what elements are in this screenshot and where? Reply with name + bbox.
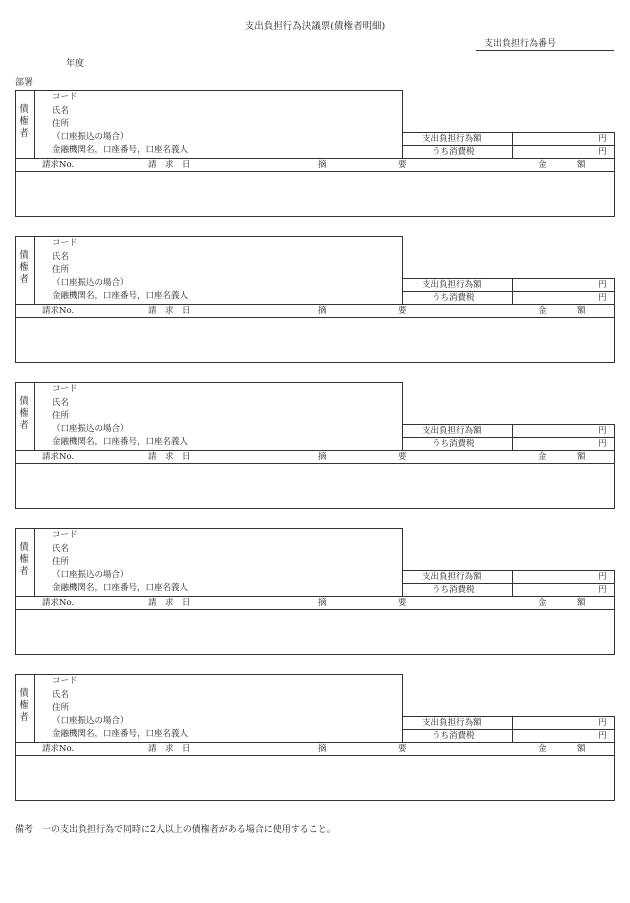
rule-line — [15, 90, 403, 91]
consumption-tax-label: うち消費税 — [432, 147, 475, 157]
rule-line — [402, 291, 615, 292]
address-label: 住所 — [52, 557, 70, 567]
rule-line — [512, 424, 513, 451]
rule-line — [15, 362, 615, 363]
request-no-header: 請求No. — [42, 744, 75, 754]
remarks-note: 備考 一の支出負担行為で同時に2人以上の債権者がある場合に使用すること。 — [15, 825, 336, 835]
transfer-case-label: （口座振込の場合） — [52, 424, 129, 434]
summary-header: 要 — [398, 744, 407, 754]
rule-line — [15, 528, 16, 655]
request-date-header: 請 求 日 — [148, 306, 191, 316]
request-date-header: 請 求 日 — [148, 160, 191, 170]
transfer-case-label: （口座振込の場合） — [52, 132, 129, 142]
amount-header: 金 — [538, 744, 547, 754]
transfer-case-label: （口座振込の場合） — [52, 716, 129, 726]
rule-line — [34, 528, 35, 597]
creditor-vertical-label — [17, 688, 31, 724]
rule-line — [402, 716, 615, 717]
rule-line — [15, 450, 615, 451]
amount-header: 額 — [577, 452, 586, 462]
creditor-char: 者 — [19, 420, 29, 431]
rule-line — [15, 382, 16, 509]
summary-header: 摘 — [318, 598, 327, 608]
amount-header: 額 — [577, 306, 586, 316]
yen-unit: 円 — [598, 293, 607, 303]
address-label: 住所 — [52, 411, 70, 421]
amount-header: 金 — [538, 452, 547, 462]
yen-unit: 円 — [598, 134, 607, 144]
creditor-block — [15, 528, 615, 655]
yen-unit: 円 — [598, 426, 607, 436]
transfer-case-label: （口座振込の場合） — [52, 570, 129, 580]
yen-unit: 円 — [598, 731, 607, 741]
name-label: 氏名 — [52, 106, 70, 116]
amount-header: 金 — [538, 306, 547, 316]
bank-info-label: 金融機関名，口座番号，口座名義人 — [52, 437, 189, 447]
yen-unit: 円 — [598, 572, 607, 582]
creditor-block — [15, 674, 615, 801]
summary-header: 要 — [398, 452, 407, 462]
request-no-header: 請求No. — [42, 306, 75, 316]
name-label: 氏名 — [52, 398, 70, 408]
rule-line — [15, 755, 615, 756]
creditor-char: 権 — [19, 116, 29, 127]
rule-line — [15, 236, 403, 237]
summary-header: 要 — [398, 160, 407, 170]
yen-unit: 円 — [598, 439, 607, 449]
rule-line — [34, 236, 35, 305]
rule-line — [402, 424, 403, 451]
rule-line — [402, 278, 615, 279]
rule-line — [34, 382, 35, 451]
creditor-char: 債 — [19, 396, 29, 407]
rule-line — [402, 729, 615, 730]
rule-line — [15, 90, 16, 217]
creditor-block — [15, 382, 615, 509]
rule-line — [402, 132, 403, 159]
rule-line — [512, 278, 513, 305]
creditor-vertical-label — [17, 396, 31, 432]
code-label: コード — [52, 676, 78, 686]
commitment-amount-label: 支出負担行為額 — [422, 572, 482, 582]
rule-line — [15, 609, 615, 610]
address-label: 住所 — [52, 265, 70, 275]
creditor-block — [15, 90, 615, 217]
summary-header: 摘 — [318, 306, 327, 316]
rule-line — [402, 278, 403, 305]
name-label: 氏名 — [52, 252, 70, 262]
creditor-char: 権 — [19, 554, 29, 565]
department-label: 部署 — [15, 78, 34, 88]
request-date-header: 請 求 日 — [148, 598, 191, 608]
doc-number-field[interactable]: 支出負担行為番号 — [476, 39, 614, 51]
creditor-char: 権 — [19, 408, 29, 419]
rule-line — [614, 424, 615, 509]
request-no-header: 請求No. — [42, 160, 75, 170]
rule-line — [614, 132, 615, 217]
consumption-tax-label: うち消費税 — [432, 293, 475, 303]
code-label: コード — [52, 92, 78, 102]
rule-line — [402, 583, 615, 584]
rule-line — [402, 528, 403, 570]
code-label: コード — [52, 530, 78, 540]
rule-line — [15, 654, 615, 655]
rule-line — [15, 158, 615, 159]
summary-header: 摘 — [318, 744, 327, 754]
rule-line — [402, 236, 403, 278]
rule-line — [15, 304, 615, 305]
creditor-char: 債 — [19, 542, 29, 553]
rule-line — [15, 674, 16, 801]
address-label: 住所 — [52, 703, 70, 713]
name-label: 氏名 — [52, 690, 70, 700]
yen-unit: 円 — [598, 718, 607, 728]
yen-unit: 円 — [598, 147, 607, 157]
rule-line — [15, 742, 615, 743]
rule-line — [402, 382, 403, 424]
amount-header: 金 — [538, 598, 547, 608]
summary-header: 摘 — [318, 452, 327, 462]
consumption-tax-label: うち消費税 — [432, 585, 475, 595]
creditor-char: 権 — [19, 262, 29, 273]
rule-line — [512, 132, 513, 159]
rule-line — [402, 570, 615, 571]
name-label: 氏名 — [52, 544, 70, 554]
summary-header: 要 — [398, 598, 407, 608]
rule-line — [34, 90, 35, 159]
rule-line — [402, 132, 615, 133]
rule-line — [15, 236, 16, 363]
creditor-vertical-label — [17, 104, 31, 140]
creditor-block — [15, 236, 615, 363]
rule-line — [614, 716, 615, 801]
creditor-char: 者 — [19, 128, 29, 139]
yen-unit: 円 — [598, 280, 607, 290]
rule-line — [15, 674, 403, 675]
amount-header: 金 — [538, 160, 547, 170]
rule-line — [402, 145, 615, 146]
rule-line — [512, 570, 513, 597]
bank-info-label: 金融機関名，口座番号，口座名義人 — [52, 145, 189, 155]
request-no-header: 請求No. — [42, 452, 75, 462]
creditor-char: 者 — [19, 274, 29, 285]
creditor-vertical-label — [17, 250, 31, 286]
commitment-amount-label: 支出負担行為額 — [422, 718, 482, 728]
commitment-amount-label: 支出負担行為額 — [422, 426, 482, 436]
commitment-amount-label: 支出負担行為額 — [422, 134, 482, 144]
transfer-case-label: （口座振込の場合） — [52, 278, 129, 288]
rule-line — [15, 171, 615, 172]
rule-line — [402, 716, 403, 743]
code-label: コード — [52, 384, 78, 394]
rule-line — [15, 508, 615, 509]
creditor-char: 者 — [19, 712, 29, 723]
creditor-char: 権 — [19, 700, 29, 711]
rule-line — [15, 463, 615, 464]
amount-header: 額 — [577, 160, 586, 170]
fiscal-year-label: 年度 — [66, 59, 85, 69]
rule-line — [614, 278, 615, 363]
page-title: 支出負担行為決議票(債権者明細) — [244, 21, 386, 32]
rule-line — [15, 216, 615, 217]
consumption-tax-label: うち消費税 — [432, 439, 475, 449]
rule-line — [15, 528, 403, 529]
creditor-char: 債 — [19, 104, 29, 115]
bank-info-label: 金融機関名，口座番号，口座名義人 — [52, 583, 189, 593]
summary-header: 摘 — [318, 160, 327, 170]
rule-line — [402, 570, 403, 597]
rule-line — [614, 570, 615, 655]
request-date-header: 請 求 日 — [148, 452, 191, 462]
creditor-char: 債 — [19, 688, 29, 699]
amount-header: 額 — [577, 744, 586, 754]
address-label: 住所 — [52, 119, 70, 129]
yen-unit: 円 — [598, 585, 607, 595]
rule-line — [402, 90, 403, 132]
rule-line — [15, 800, 615, 801]
rule-line — [402, 437, 615, 438]
bank-info-label: 金融機関名，口座番号，口座名義人 — [52, 729, 189, 739]
rule-line — [15, 317, 615, 318]
rule-line — [402, 674, 403, 716]
rule-line — [402, 424, 615, 425]
rule-line — [15, 596, 615, 597]
rule-line — [512, 716, 513, 743]
amount-header: 額 — [577, 598, 586, 608]
request-no-header: 請求No. — [42, 598, 75, 608]
consumption-tax-label: うち消費税 — [432, 731, 475, 741]
summary-header: 要 — [398, 306, 407, 316]
code-label: コード — [52, 238, 78, 248]
request-date-header: 請 求 日 — [148, 744, 191, 754]
rule-line — [34, 674, 35, 743]
commitment-amount-label: 支出負担行為額 — [422, 280, 482, 290]
creditor-vertical-label — [17, 542, 31, 578]
creditor-char: 者 — [19, 566, 29, 577]
rule-line — [15, 382, 403, 383]
creditor-char: 債 — [19, 250, 29, 261]
bank-info-label: 金融機関名，口座番号，口座名義人 — [52, 291, 189, 301]
